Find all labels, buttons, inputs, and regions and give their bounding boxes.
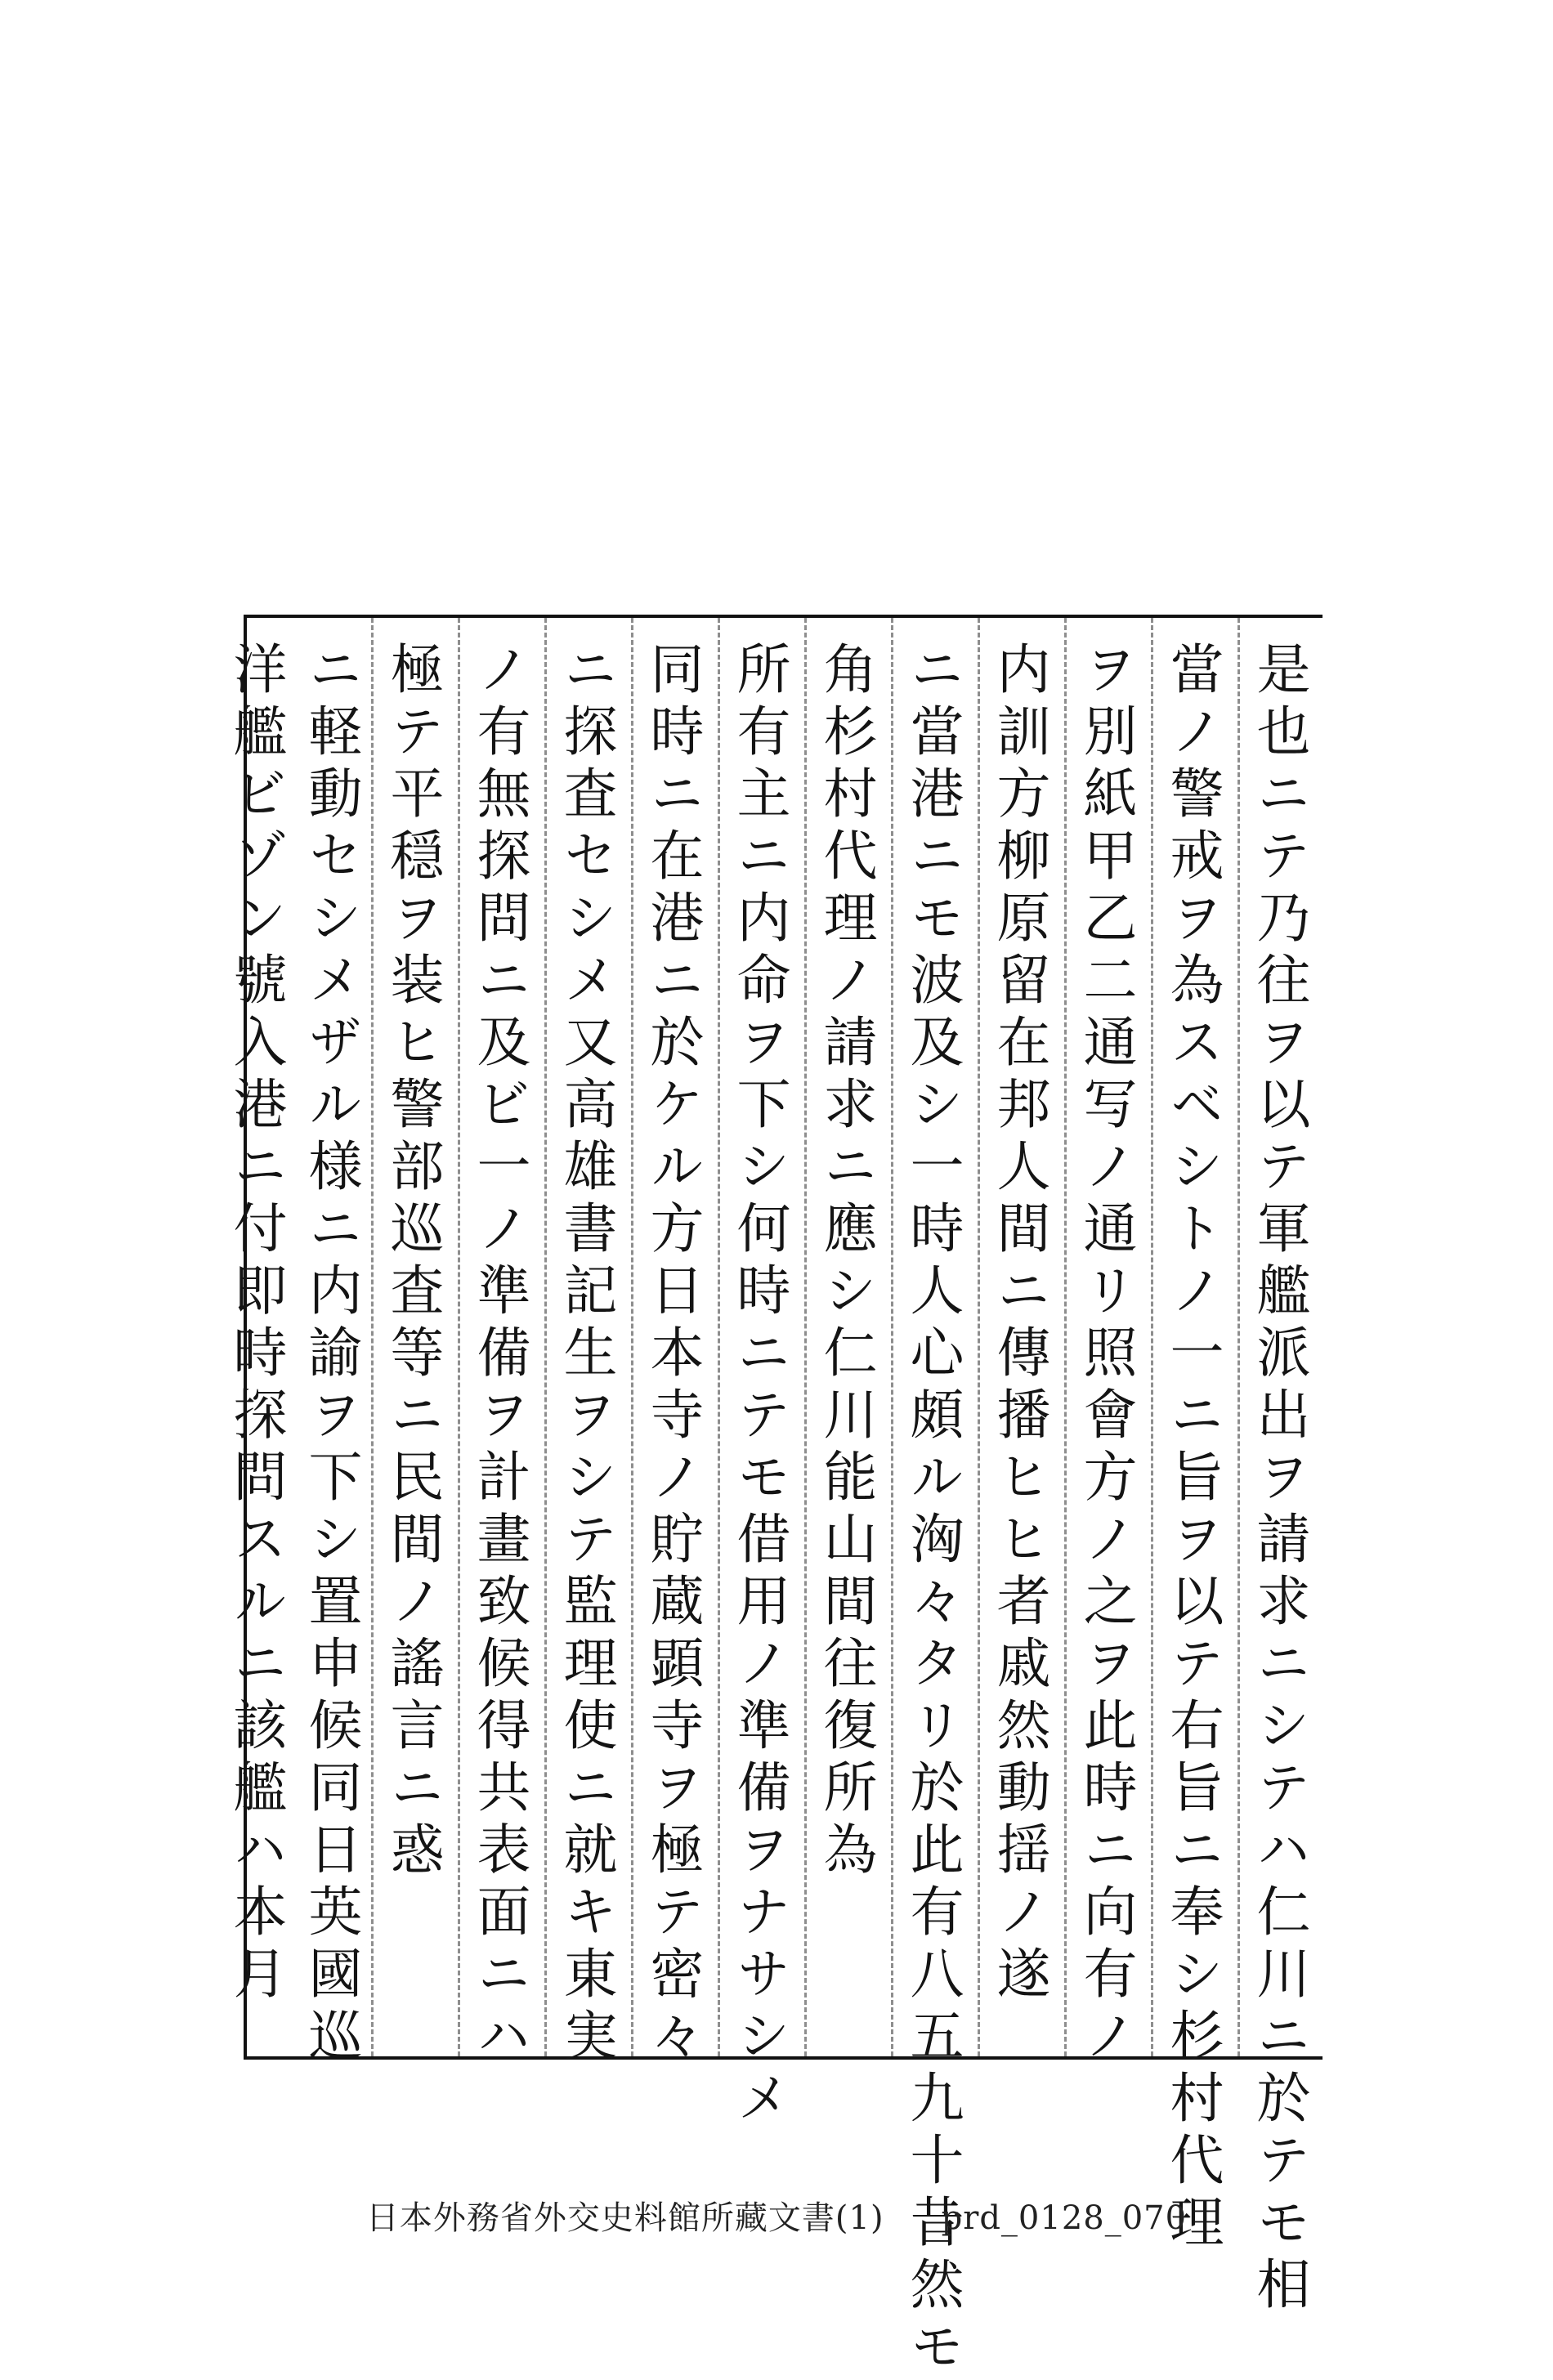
manuscript-column-4: 内訓方柳原留在邦人間ニ傳播ヒヒ者戚然動揺ノ遂 [987, 641, 1050, 2007]
column-rule [718, 618, 720, 2056]
manuscript-column-8: 同時ニ在港ニ於ケル方日本寺ノ貯蔵顕寺ヲ極テ密々 [641, 641, 704, 2069]
column-rule [1151, 618, 1153, 2056]
manuscript-column-13: 洋艦ビゾン號入港ニ付即時探問スルニ該艦ハ本月 [224, 641, 287, 2007]
manuscript-column-5: ニ當港ニモ波及シ一時人心頗ル洶々タリ於此有八五九十昔然モ [901, 641, 964, 2380]
column-rule [804, 618, 807, 2056]
column-rule [371, 618, 374, 2056]
manuscript-column-6: 角杉村代理ノ請求ニ應シ仁川能山間往復所為 [814, 641, 877, 1883]
manuscript-column-11: 極テ平穏ヲ装ヒ警部巡査等ニ民間ノ謠言ニ惑 [381, 641, 444, 1883]
manuscript-column-7: 所有主ニ内命ヲ下シ何時ニテモ借用ノ準備ヲナサシメ [727, 641, 790, 2132]
manuscript-column-3: ヲ別紙甲乙二通写ノ通リ照會方ノ之ヲ此時ニ向有ノ [1074, 641, 1137, 2069]
manuscript-column-9: ニ探査セシメ又高雄書記生ヲシテ監理使ニ就キ東実 [554, 641, 617, 2069]
column-rule [891, 618, 893, 2056]
column-rule [978, 618, 980, 2056]
manuscript-column-12: ニ軽動セシメザル様ニ内諭ヲ下シ置申候同日英國巡 [299, 641, 362, 2069]
column-rule [1237, 618, 1240, 2056]
column-rule [458, 618, 460, 2056]
column-rule [631, 618, 633, 2056]
collection-title: 日本外務省外交史料館所藏文書(1) [365, 2199, 884, 2237]
column-rule [1064, 618, 1067, 2056]
manuscript-column-1: 是也ニテ乃往ヲ以テ軍艦派出ヲ請求ニシテハ仁川ニ於テモ相 [1247, 641, 1310, 2318]
manuscript-column-10: ノ有無探問ニ及ビ一ノ準備ヲ計畫致候得共表面ニハ [468, 641, 530, 2069]
column-rule [544, 618, 547, 2056]
manuscript-column-2: 當ノ警戒ヲ為スベシトノ一ニ旨ヲ以テ右旨ニ奉シ杉村代理 [1161, 641, 1224, 2256]
document-id: prd_0128_070 [941, 2199, 1188, 2237]
page-caption [0, 2192, 1553, 2239]
